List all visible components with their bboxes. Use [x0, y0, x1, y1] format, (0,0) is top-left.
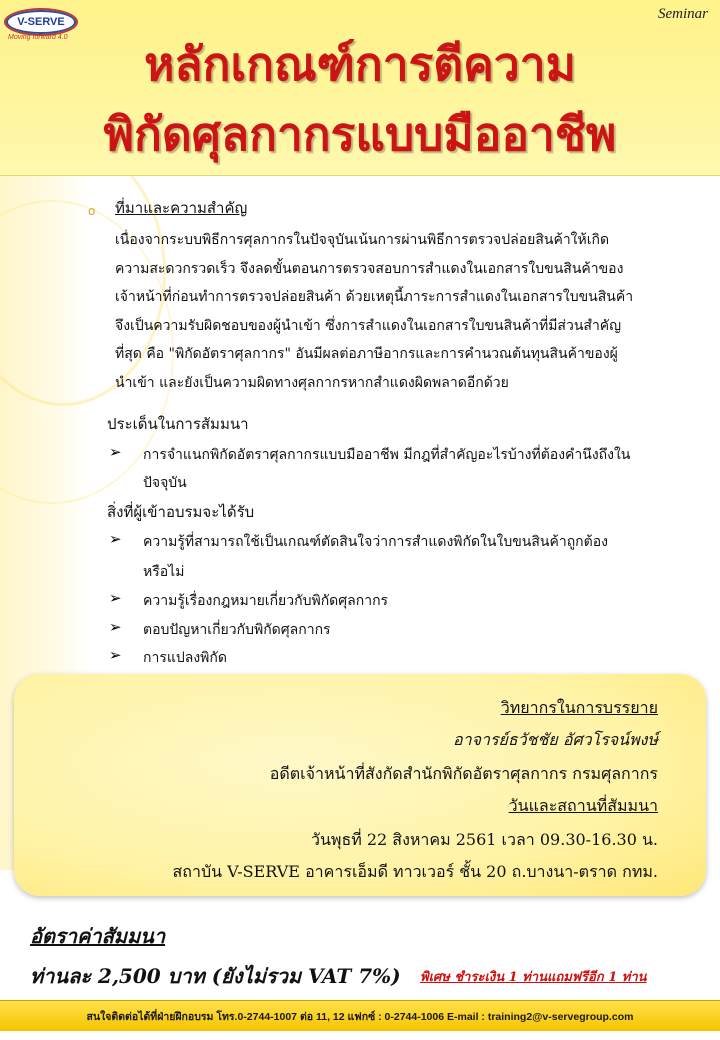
title-line-1: หลักเกณฑ์การตีความ: [144, 37, 576, 91]
speaker-name: อาจารย์ธวัชชัย อัศวโรจน์พงษ์: [452, 730, 658, 749]
arrow-bullet-icon: ➢: [109, 589, 122, 607]
rate-heading: อัตราค่าสัมมนา: [30, 924, 166, 948]
topic-item-line: การจำแนกพิกัดอัตราศุลกากรแบบมืออาชีพ มีกฎที่สำคัญอะไรบ้างที่ต้องคำนึงถึงใน: [143, 447, 631, 463]
background-heading: ที่มาและความสำคัญ: [115, 199, 248, 217]
benefit-item: การแปลงพิกัด: [143, 650, 227, 666]
background-paragraph: [115, 226, 700, 397]
arrow-bullet-icon: ➢: [109, 646, 122, 664]
contact-footer: [0, 1000, 720, 1031]
benefits-heading: สิ่งที่ผู้เข้าอบรมจะได้รับ: [107, 503, 255, 521]
paragraph-line: เจ้าหน้าที่ก่อนทำการตรวจปล่อยสินค้า ด้วยเหตุนี้ภาระการสำแดงในเอกสารใบขนสินค้า: [115, 289, 634, 305]
paragraph-line: ที่สุด คือ "พิกัดอัตราศุลกากร" อันมีผลต่อภาษีอากรและการคำนวณต้นทุนสินค้าของผู้: [115, 346, 618, 362]
arrow-bullet-icon: ➢: [109, 530, 122, 548]
circle-bullet-icon: o: [88, 204, 96, 218]
seminar-date: วันพุธที่ 22 สิงหาคม 2561 เวลา 09.30-16.30 น.: [310, 830, 658, 849]
speaker-venue-box: [14, 674, 706, 896]
contact-info: สนใจติดต่อได้ที่ฝ่ายฝึกอบรม โทร.0-2744-1007 ต่อ 11, 12 แฟกซ์ : 0-2744-1006 E-mail : training2@v-servegroup.com: [86, 1010, 634, 1023]
venue-heading: วันและสถานที่สัมมนา: [508, 796, 658, 815]
paragraph-line: จึงเป็นความรับผิดชอบของผู้นำเข้า ซึ่งการสำแดงในเอกสารใบขนสินค้าที่มีส่วนสำคัญ: [115, 317, 622, 334]
benefit-item: ความรู้เรื่องกฎหมายเกี่ยวกับพิกัดศุลกากร: [143, 593, 389, 609]
logo-tagline: Moving forward 4.0: [8, 34, 68, 41]
seminar-place: สถาบัน V-SERVE อาคารเอ็มดี ทาวเวอร์ ชั้น 20 ถ.บางนา-ตราด กทม.: [172, 862, 658, 881]
speaker-heading: วิทยากรในการบรรยาย: [500, 698, 658, 717]
paragraph-line: ความสะดวกรวดเร็ว จึงลดขั้นตอนการตรวจสอบการสำแดงในเอกสารใบขนสินค้าของ: [115, 260, 624, 277]
paragraph-line: นำเข้า และยังเป็นความผิดทางศุลกากรหากสำแดงผิดพลาดอีกด้วย: [115, 374, 509, 391]
topic-item-line: ปัจจุบัน: [143, 475, 187, 491]
logo-mark: V-SERVE: [4, 8, 78, 36]
seminar-label: Seminar: [658, 6, 708, 22]
benefit-item: ตอบปัญหาเกี่ยวกับพิกัดศุลกากร: [143, 622, 331, 638]
paragraph-line: เนื่องจากระบบพิธีการศุลกากรในปัจจุบันเน้นการผ่านพิธีการตรวจปล่อยสินค้าให้เกิด: [115, 232, 610, 248]
speaker-position: อดีตเจ้าหน้าที่สังกัดสำนักพิกัดอัตราศุลกากร กรมศุลกากร: [269, 764, 658, 783]
benefit-item-line: ความรู้ที่สามารถใช้เป็นเกณฑ์ตัดสินใจว่าการสำแดงพิกัดในใบขนสินค้าถูกต้อง: [143, 534, 608, 550]
promo-text: พิเศษ ชำระเงิน 1 ท่านแถมฟรีอีก 1 ท่าน: [420, 970, 647, 985]
arrow-bullet-icon: ➢: [109, 443, 122, 461]
header-banner: [0, 0, 720, 176]
title-line-2: พิกัดศุลกากรแบบมืออาชีพ: [103, 107, 617, 161]
rate-price: ท่านละ 2,500 บาท (ยังไม่รวม VAT 7%): [30, 964, 401, 988]
arrow-bullet-icon: ➢: [109, 618, 122, 636]
benefit-item-line: หรือไม่: [143, 564, 185, 580]
topics-heading: ประเด็นในการสัมมนา: [107, 415, 249, 433]
